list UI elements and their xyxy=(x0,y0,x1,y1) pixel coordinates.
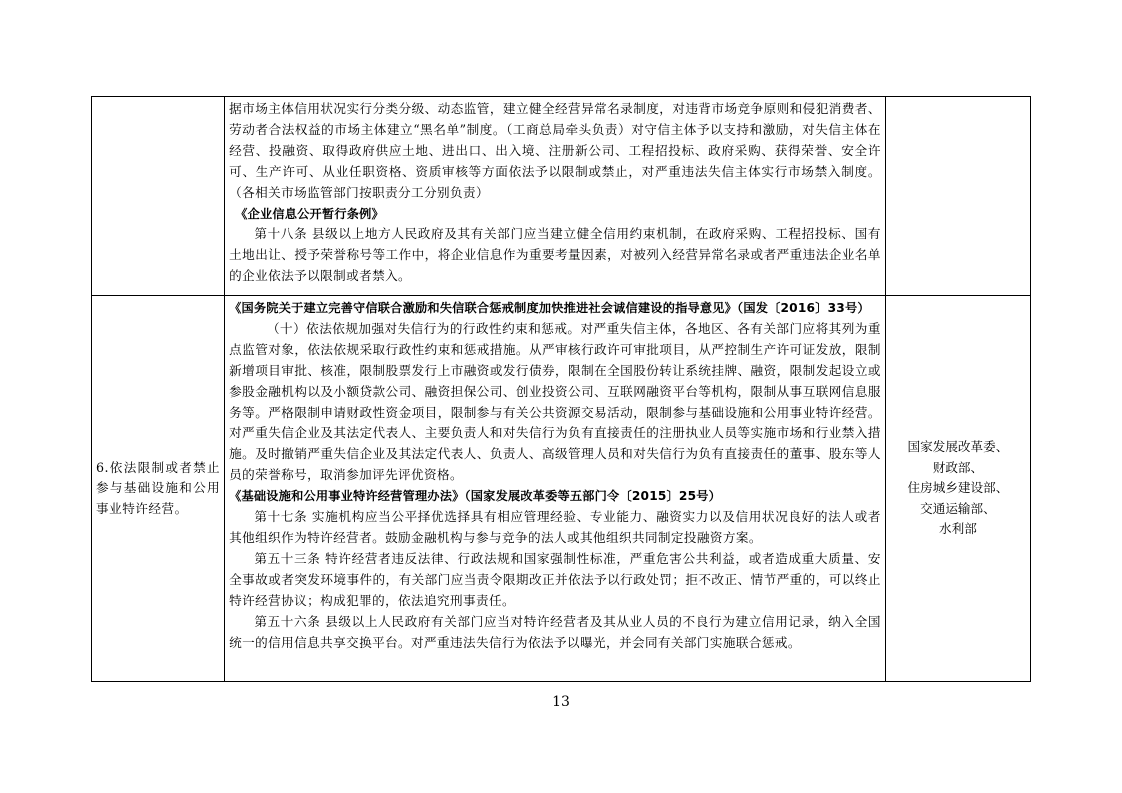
basis-cell xyxy=(225,97,886,296)
page-number: 13 xyxy=(552,694,570,710)
table-row xyxy=(92,296,1031,682)
article-paragraph: 第十八条 县级以上地方人民政府及其有关部门应当建立健全信用约束机制，在政府采购、工程招投标、国有土地出让、授予荣誉称号等工作中，将企业信息作为重要考量因素，对被列入经营异常名录或者严重违法企业名单的企业依法予以限制或者禁入。 xyxy=(229,226,881,284)
article-paragraph: （十）依法依规加强对失信行为的行政性约束和惩戒。对严重失信主体，各地区、各有关部门应将其列为重点监管对象，依法依规采取行政性约束和惩戒措施。从严审核行政许可审批项目，从严控制生产许可证发放，限制新增项目审批、核准，限制股票发行上市融资或发行债券，限制在全国股份转让系统挂牌、融资，限制发起设立或参股金融机构以及小额贷款公司、融资担保公司、创业投资公司、互联网融资平台等机构，限制从事互联网信息服务等。严格限制申请财政性资金项目，限制参与有关公共资源交易活动，限制参与基础设施和公用事业特许经营。对严重失信企业及其法定代表人、主要负责人和对失信行为负有直接责任的注册执业人员等实施市场和行业禁入措施。及时撤销严重失信企业及其法定代表人、负责人、高级管理人员和对失信行为负有直接责任的董事、股东等人员的荣誉称号，取消参加评先评优资格。 xyxy=(229,320,881,483)
department-name: 水利部 xyxy=(939,521,977,537)
department-name: 住房城乡建设部、 xyxy=(907,480,1009,496)
item-text: 6.依法限制或者禁止参与基础设施和公用事业特许经营。 xyxy=(96,459,221,516)
item-cell xyxy=(92,296,225,682)
department-cell xyxy=(885,97,1030,296)
paragraph: 据市场主体信用状况实行分类分级、动态监管，建立健全经营异常名录制度，对违背市场竞争原则和侵犯消费者、劳动者合法权益的市场主体建立“黑名单”制度。（工商总局牵头负责）对守信主体予以支持和激励，对失信主体在经营、投融资、取得政府供应土地、进出口、出入境、注册新公司、工程招投标、政府采购、获得荣誉、安全许可、生产许可、从业任职资格、资质审核等方面依法予以限制或禁止，对严重违法失信主体实行市场禁入制度。（各相关市场监管部门按职责分工分别负责） xyxy=(229,101,881,200)
law-title: 《基础设施和公用事业特许经营管理办法》（国家发展改革委等五部门令〔2015〕25号） xyxy=(229,489,722,504)
article-paragraph: 第十七条 实施机构应当公平择优选择具有相应管理经验、专业能力、融资实力以及信用状况良好的法人或者其他组织作为特许经营者。鼓励金融机构与参与竞争的法人或其他组织共同制定投融资方案。 xyxy=(229,509,881,545)
measures-table xyxy=(91,96,1031,682)
department-name: 交通运输部、 xyxy=(920,500,996,516)
item-cell xyxy=(92,97,225,296)
department-cell xyxy=(885,296,1030,682)
article-paragraph: 第五十六条 县级以上人民政府有关部门应当对特许经营者及其从业人员的不良行为建立信用记录，纳入全国统一的信用信息共享交换平台。对严重违法失信行为依法予以曝光，并会同有关部门实施联合惩戒。 xyxy=(229,613,881,650)
table-row xyxy=(92,97,1031,296)
department-list xyxy=(886,437,1030,540)
law-title: 《企业信息公开暂行条例》 xyxy=(235,206,384,221)
law-title: 《国务院关于建立完善守信联合激励和失信联合惩戒制度加快推进社会诚信建设的指导意见》（国发〔2016〕33号） xyxy=(229,301,870,315)
department-name: 财政部、 xyxy=(932,459,984,475)
article-paragraph: 第五十三条 特许经营者违反法律、行政法规和国家强制性标准，严重危害公共利益，或者造成重大质量、安全事故或者突发环境事件的，有关部门应当责令限期改正并依法予以行政处罚；拒不改正、情节严重的，可以终止特许经营协议；构成犯罪的，依法追究刑事责任。 xyxy=(229,550,881,608)
basis-cell xyxy=(225,296,886,682)
department-name: 国家发展改革委、 xyxy=(907,439,1009,454)
